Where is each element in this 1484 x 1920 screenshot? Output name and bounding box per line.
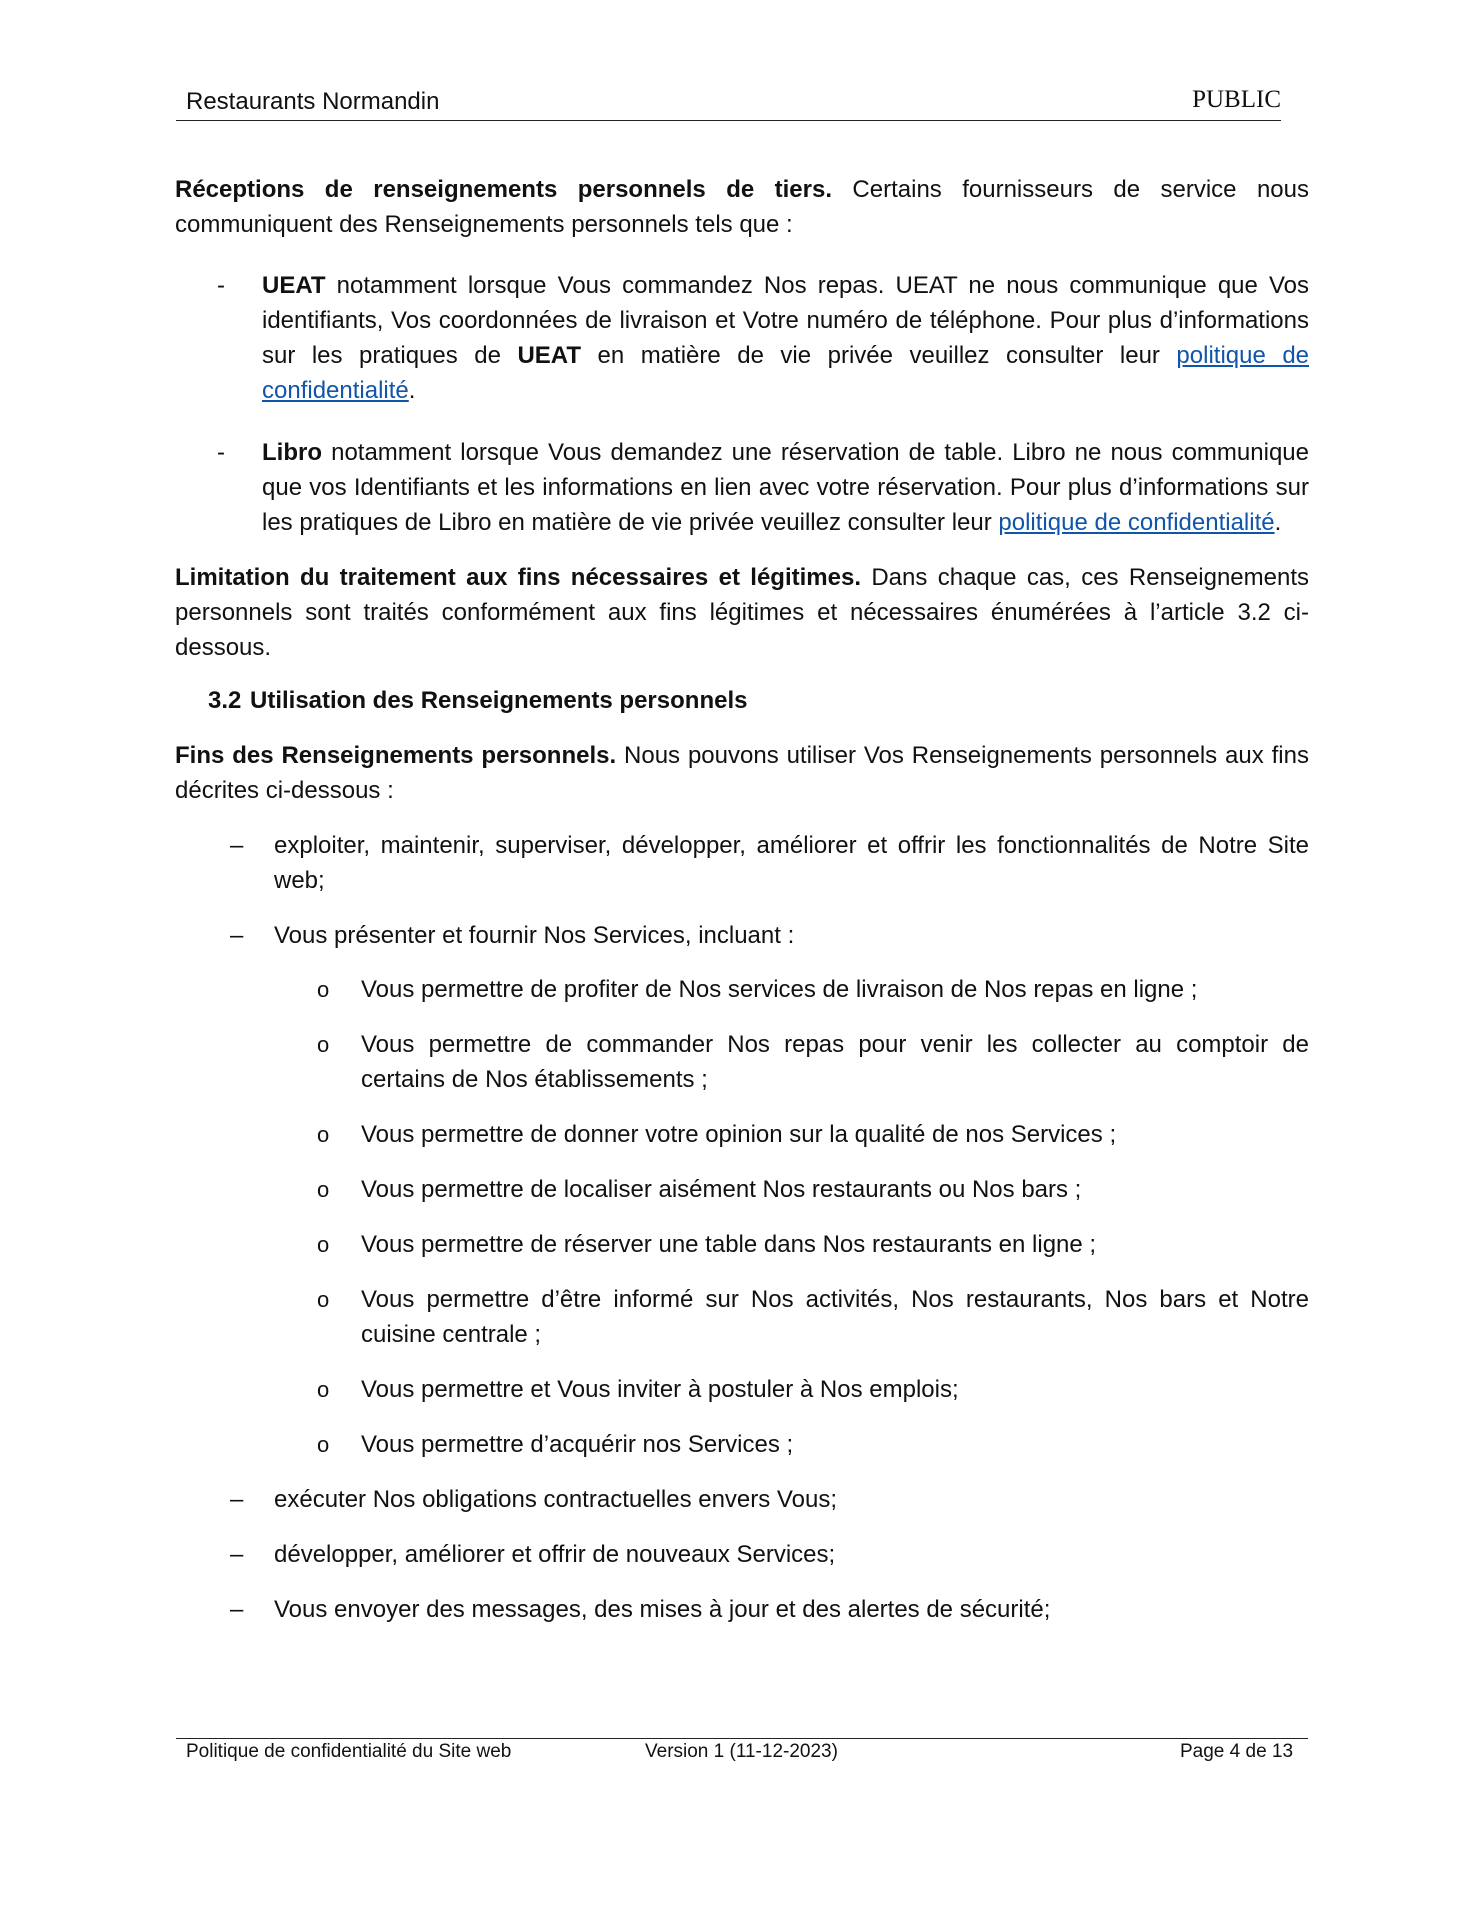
receptions-paragraph <box>175 172 1309 242</box>
footer-page-number: Page 4 de 13 <box>1180 1741 1294 1762</box>
list-item <box>175 1482 1309 1517</box>
sub-list-item-text: Vous permettre d’être informé sur Nos activités, Nos restaurants, Nos bars et Notre cuisine centrale ; <box>361 1286 1309 1348</box>
sentence-end: . <box>408 377 416 404</box>
sub-list-marker: o <box>317 977 330 1002</box>
sub-list-item-text: Vous permettre de commander Nos repas pour venir les collecter au comptoir de certains de Nos établissements ; <box>361 1031 1309 1093</box>
list-item-text: développer, améliorer et offrir de nouveaux Services; <box>274 1541 836 1568</box>
list-marker: – <box>230 1541 244 1568</box>
sub-list-item-text: Vous permettre d’acquérir nos Services ; <box>361 1431 794 1458</box>
sub-list-item <box>175 1227 1309 1262</box>
sub-list-marker: o <box>317 1287 330 1312</box>
list-item-ueat <box>175 268 1309 408</box>
header-divider <box>176 120 1281 121</box>
list-item-libro <box>175 435 1309 540</box>
sub-list-item-text: Vous permettre et Vous inviter à postuler à Nos emplois; <box>361 1376 959 1403</box>
sub-list-marker: o <box>317 1177 330 1202</box>
provider-text: notamment lorsque Vous demandez une réservation de table. Libro ne nous communique que vos Identifiants et les informations en lien avec votre réservation. Pour plus d’informations sur les pratiques de Libro en matière de vie privée veuillez consulter leur <box>262 439 1309 536</box>
sub-list-marker: o <box>317 1122 330 1147</box>
list-item-text: exécuter Nos obligations contractuelles envers Vous; <box>274 1486 837 1513</box>
sub-list-item-text: Vous permettre de profiter de Nos services de livraison de Nos repas en ligne ; <box>361 976 1198 1003</box>
sub-list-item-text: Vous permettre de localiser aisément Nos restaurants ou Nos bars ; <box>361 1176 1082 1203</box>
footer-version: Version 1 (11-12-2023) <box>645 1741 838 1762</box>
limitation-text: Dans chaque cas, ces Renseignements personnels sont traités conformément aux fins légitimes et nécessaires énumérées à l’article 3.2 ci-dessous. <box>175 564 1309 661</box>
fins-text: Nous pouvons utiliser Vos Renseignements personnels aux fins décrites ci-dessous : <box>175 742 1309 804</box>
sub-list-item <box>175 1282 1309 1352</box>
limitation-paragraph <box>175 560 1309 665</box>
list-item-text: Vous envoyer des messages, des mises à jour et des alertes de sécurité; <box>274 1596 1051 1623</box>
receptions-text: Certains fournisseurs de service nous communiquent des Renseignements personnels tels que : <box>175 176 1309 238</box>
sub-list-item <box>175 1427 1309 1462</box>
sentence-end: . <box>1274 509 1282 536</box>
provider-name: UEAT <box>262 272 326 299</box>
provider-name-repeat: UEAT <box>517 342 582 369</box>
list-marker: - <box>217 272 225 299</box>
sub-list-item-text: Vous permettre de donner votre opinion sur la qualité de nos Services ; <box>361 1121 1117 1148</box>
footer-divider <box>176 1738 1308 1739</box>
section-number: 3.2 <box>208 687 242 714</box>
list-item <box>175 918 1309 953</box>
sub-list-item <box>175 1117 1309 1152</box>
header-classification: PUBLIC <box>1192 86 1281 113</box>
sub-list-marker: o <box>317 1377 330 1402</box>
sub-list-marker: o <box>317 1032 330 1057</box>
list-item-text: exploiter, maintenir, superviser, développer, améliorer et offrir les fonctionnalités de Notre Site web; <box>274 832 1309 894</box>
provider-text-continued: en matière de vie privée veuillez consulter leur <box>581 342 1177 369</box>
list-marker: – <box>230 1486 244 1513</box>
ueat-privacy-policy-link[interactable]: politique de confidentialité <box>262 342 1310 404</box>
footer-document-title: Politique de confidentialité du Site web <box>186 1741 512 1762</box>
receptions-title: Réceptions de renseignements personnels de tiers. <box>175 176 832 203</box>
sub-list-item-text: Vous permettre de réserver une table dans Nos restaurants en ligne ; <box>361 1231 1097 1258</box>
section-heading <box>175 683 1309 718</box>
list-item <box>175 828 1309 898</box>
section-title: Utilisation des Renseignements personnels <box>250 687 748 714</box>
list-item <box>175 1537 1309 1572</box>
limitation-title: Limitation du traitement aux fins nécessaires et légitimes. <box>175 564 861 591</box>
list-item <box>175 1592 1309 1627</box>
list-item-text: Vous présenter et fournir Nos Services, incluant : <box>274 922 795 949</box>
sub-list-item <box>175 972 1309 1007</box>
provider-text: notamment lorsque Vous commandez Nos repas. UEAT ne nous communique que Vos identifiants, Vos coordonnées de livraison et Votre numéro de téléphone. Pour plus d’informations sur les pratiques de <box>262 272 1309 369</box>
sub-list-marker: o <box>317 1432 330 1457</box>
document-body <box>175 172 1309 1627</box>
sub-list-item <box>175 1172 1309 1207</box>
sub-list-item <box>175 1372 1309 1407</box>
fins-paragraph <box>175 738 1309 808</box>
list-marker: – <box>230 922 244 949</box>
list-marker: - <box>217 439 225 466</box>
sub-list-item <box>175 1027 1309 1097</box>
sub-list-marker: o <box>317 1232 330 1257</box>
provider-name: Libro <box>262 439 322 466</box>
list-marker: – <box>230 832 244 859</box>
fins-title: Fins des Renseignements personnels. <box>175 742 617 769</box>
header-company-name: Restaurants Normandin <box>186 88 440 115</box>
libro-privacy-policy-link[interactable]: politique de confidentialité <box>998 509 1275 536</box>
list-marker: – <box>230 1596 244 1623</box>
